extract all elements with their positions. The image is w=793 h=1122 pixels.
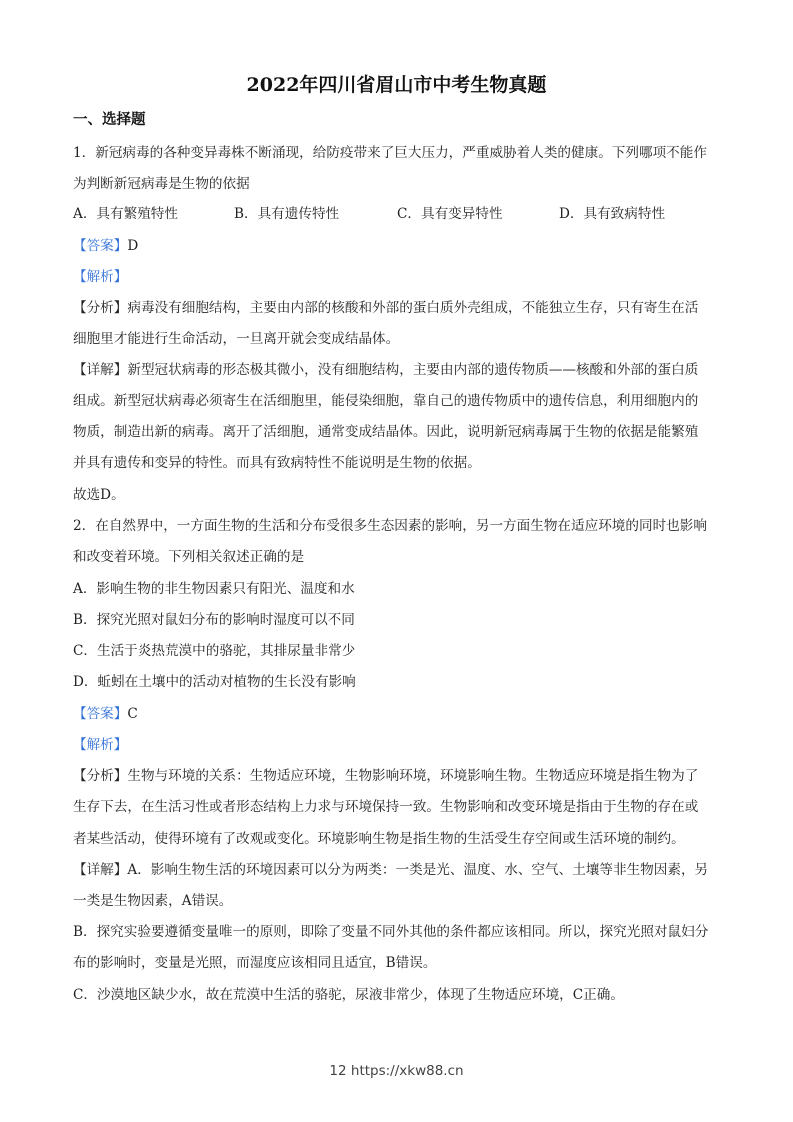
section-heading: 一、选择题 xyxy=(73,111,146,128)
q1-option-d: D．具有致病特性 xyxy=(559,206,666,222)
page-footer: 12 https://xkw88.cn xyxy=(329,1063,464,1079)
q1-detail-text-1: 新型冠状病毒的形态极其微小，没有细胞结构，主要由内部的遗传物质——核酸和外部的蛋白质 xyxy=(127,362,699,378)
q2-fenxi-text-1: 生物与环境的关系：生物适应环境，生物影响环境，环境影响生物。生物适应环境是指生物为了 xyxy=(127,768,699,784)
q1-detail-line-2: 组成。新型冠状病毒必须寄生在活细胞里，能侵染细胞，靠自己的遗传物质中的遗传信息，利用细胞内的 xyxy=(73,393,699,409)
q1-conclusion: 故选D。 xyxy=(73,487,125,503)
analysis-tag: 【解析】 xyxy=(73,269,128,285)
q1-option-b: B．具有遗传特性 xyxy=(234,206,340,222)
q1-detail-line-1 xyxy=(73,358,698,378)
q2-fenxi-line-3: 者某些活动，使得环境有了改观或变化。环境影响生物是指生物的生活受生存空间或生活环境的制约。 xyxy=(73,831,685,847)
q1-fenxi-line-2: 细胞里才能进行生命活动，一旦离开就会变成结晶体。 xyxy=(73,331,400,347)
q2-option-b: B．探究光照对鼠妇分布的影响时湿度可以不同 xyxy=(73,612,355,628)
q1-fenxi-text-1: 病毒没有细胞结构，主要由内部的核酸和外部的蛋白质外壳组成，不能独立生存，只有寄生在活 xyxy=(127,300,699,316)
q1-fenxi-line-1 xyxy=(73,296,698,316)
q1-detail-line-3: 物质，制造出新的病毒。离开了活细胞，通常变成结晶体。因此，说明新冠病毒属于生物的依据是能繁殖 xyxy=(73,424,699,440)
q1-analysis-heading xyxy=(73,265,127,285)
q2-option-d: D．蚯蚓在土壤中的活动对植物的生长没有影响 xyxy=(73,674,356,690)
analysis-tag: 【解析】 xyxy=(73,737,128,753)
q2-option-c: C．生活于炎热荒漠中的骆驼，其排尿量非常少 xyxy=(73,643,356,659)
q2-fenxi-line-2: 生存下去，在生活习性或者形态结构上力求与环境保持一致。生物影响和改变环境是指由于生物的存在或 xyxy=(73,799,699,815)
q2-detail-c-line: C．沙漠地区缺少水，故在荒漠中生活的骆驼，尿液非常少，体现了生物适应环境，C正确。 xyxy=(73,987,624,1003)
detail-tag: 【详解】 xyxy=(73,862,128,878)
q2-detail-line-2: 一类是生物因素，A错误。 xyxy=(73,893,233,909)
q2-analysis-heading xyxy=(73,733,127,753)
q2-answer xyxy=(73,702,138,722)
q2-detail-b-line-2: 布的影响时，变量是光照，而湿度应该相同且适宜，B错误。 xyxy=(73,955,437,971)
answer-tag: 【答案】 xyxy=(73,238,128,254)
q2-stem-line-1: 2．在自然界中，一方面生物的生活和分布受很多生态因素的影响，另一方面生物在适应环境的同时也影响 xyxy=(73,518,707,534)
q2-detail-text-1: A．影响生物生活的环境因素可以分为两类：一类是光、温度、水、空气、土壤等非生物因素，另 xyxy=(127,862,709,878)
q1-answer xyxy=(73,234,138,254)
q2-fenxi-line-1 xyxy=(73,764,698,784)
answer-tag: 【答案】 xyxy=(73,706,128,722)
q1-option-c: C．具有变异特性 xyxy=(397,206,503,222)
q2-detail-b-line-1: B．探究实验要遵循变量唯一的原则，即除了变量不同外其他的条件都应该相同。所以，探究光照对鼠妇分 xyxy=(73,924,709,940)
q1-stem-line-1: 1．新冠病毒的各种变异毒株不断涌现，给防疫带来了巨大压力，严重威胁着人类的健康。下列哪项不能作 xyxy=(73,145,707,161)
page-title: 2022年四川省眉山市中考生物真题 xyxy=(246,74,547,96)
q1-detail-line-4: 并具有遗传和变异的特性。而具有致病特性不能说明是生物的依据。 xyxy=(73,455,481,471)
q2-detail-line-1 xyxy=(73,858,708,878)
q1-option-a: A．具有繁殖特性 xyxy=(73,206,178,222)
q2-answer-value: C xyxy=(127,706,138,722)
q2-option-a: A．影响生物的非生物因素只有阳光、温度和水 xyxy=(73,581,355,597)
q1-stem-line-2: 为判断新冠病毒是生物的依据 xyxy=(73,176,250,192)
fenxi-tag: 【分析】 xyxy=(73,300,128,316)
q2-stem-line-2: 和改变着环境。下列相关叙述正确的是 xyxy=(73,549,305,565)
q1-answer-value: D xyxy=(127,238,139,254)
fenxi-tag: 【分析】 xyxy=(73,768,128,784)
detail-tag: 【详解】 xyxy=(73,362,128,378)
